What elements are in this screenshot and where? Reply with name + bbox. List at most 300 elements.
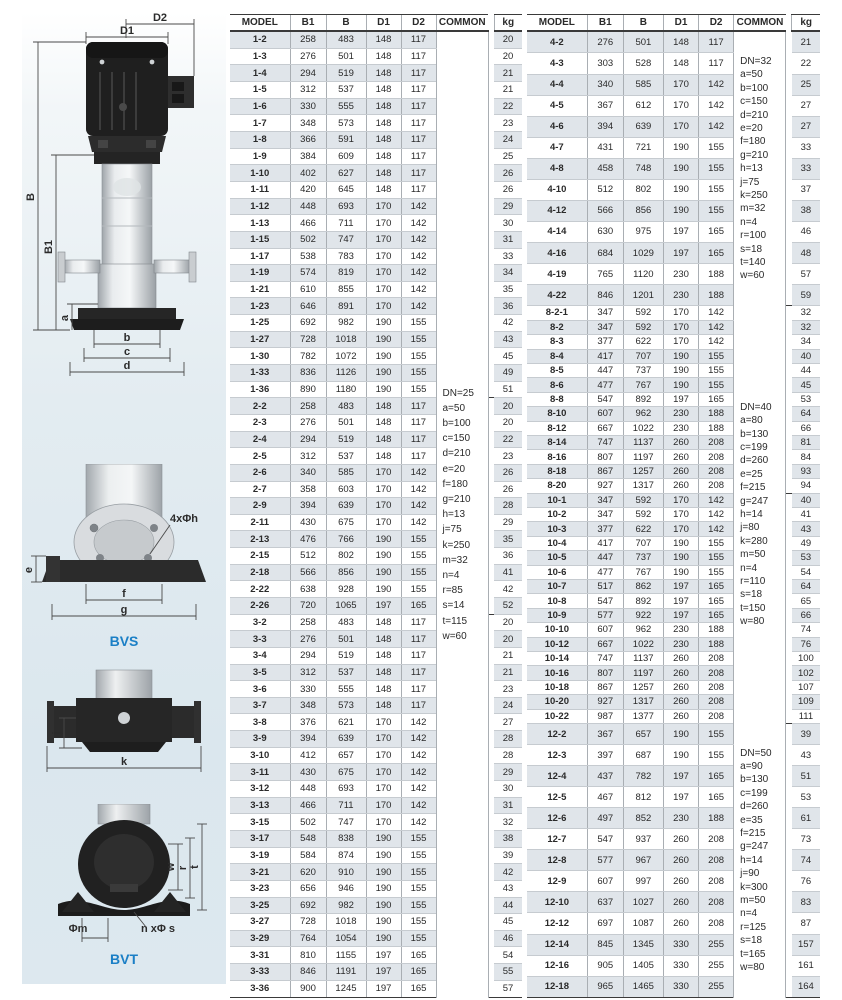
dim-label-d2: D2 <box>152 12 168 24</box>
value-cell: 937 <box>623 829 663 850</box>
value-cell: 197 <box>366 964 401 981</box>
weight-cell: 27 <box>494 714 522 731</box>
model-cell: 12-9 <box>527 871 587 892</box>
weight-cell: 32 <box>494 814 522 831</box>
value-cell: 165 <box>401 980 436 997</box>
dim-label-phi-m: Φm <box>68 923 88 935</box>
model-cell: 4-2 <box>527 31 587 53</box>
value-cell: 747 <box>326 814 366 831</box>
value-cell: 260 <box>663 892 698 913</box>
model-cell: 3-23 <box>230 880 290 897</box>
value-cell: 417 <box>587 536 623 550</box>
common-dimension-line: DN=50 <box>740 747 772 759</box>
value-cell: 519 <box>326 431 366 448</box>
value-cell: 477 <box>587 565 623 579</box>
value-cell: 747 <box>587 652 623 666</box>
value-cell: 170 <box>366 814 401 831</box>
weight-cell: 29 <box>494 514 522 531</box>
value-cell: 148 <box>366 631 401 648</box>
weight-cell: 40 <box>792 493 820 507</box>
value-cell: 117 <box>401 165 436 182</box>
value-cell: 1197 <box>623 450 663 464</box>
value-cell: 547 <box>587 594 623 608</box>
common-dimension-line: s=18 <box>740 589 763 601</box>
value-cell: 697 <box>587 913 623 934</box>
value-cell: 208 <box>699 829 734 850</box>
value-cell: 197 <box>366 597 401 614</box>
value-cell: 117 <box>401 681 436 698</box>
value-cell: 117 <box>401 48 436 65</box>
value-cell: 208 <box>699 892 734 913</box>
common-dimension-line: w=60 <box>442 630 467 642</box>
common-dimension-line: g=210 <box>740 149 769 161</box>
value-cell: 711 <box>326 215 366 232</box>
value-cell: 148 <box>366 148 401 165</box>
model-cell: 8-5 <box>527 363 587 377</box>
value-cell: 190 <box>663 158 698 179</box>
model-cell: 1-7 <box>230 115 290 132</box>
value-cell: 573 <box>326 115 366 132</box>
value-cell: 117 <box>699 31 734 53</box>
pump-drawings-panel <box>22 12 226 984</box>
weight-cell: 51 <box>792 766 820 787</box>
value-cell: 312 <box>290 82 326 99</box>
value-cell: 117 <box>401 697 436 714</box>
value-cell: 537 <box>326 664 366 681</box>
value-cell: 155 <box>699 565 734 579</box>
value-cell: 142 <box>699 493 734 507</box>
value-cell: 412 <box>290 747 326 764</box>
weight-cell: 100 <box>792 652 820 666</box>
value-cell: 188 <box>699 623 734 637</box>
weight-cell: 46 <box>792 221 820 242</box>
value-cell: 155 <box>699 536 734 550</box>
value-cell: 230 <box>663 808 698 829</box>
dim-label-n-x-phi-s: n xΦ s <box>140 923 176 935</box>
weight-cell: 53 <box>792 551 820 565</box>
model-cell: 4-3 <box>527 53 587 74</box>
value-cell: 190 <box>366 880 401 897</box>
value-cell: 312 <box>290 448 326 465</box>
weight-cell: 26 <box>494 181 522 198</box>
value-cell: 148 <box>366 647 401 664</box>
weight-cell: 35 <box>494 281 522 298</box>
value-cell: 170 <box>663 95 698 116</box>
value-cell: 1126 <box>326 365 366 382</box>
weight-cell: 39 <box>792 724 820 745</box>
value-cell: 867 <box>587 680 623 694</box>
value-cell: 165 <box>699 392 734 406</box>
value-cell: 612 <box>623 95 663 116</box>
value-cell: 610 <box>290 281 326 298</box>
value-cell: 142 <box>401 265 436 282</box>
value-cell: 577 <box>587 608 623 622</box>
value-cell: 190 <box>366 847 401 864</box>
weight-cell: 36 <box>494 298 522 315</box>
weight-cell: 161 <box>792 955 820 976</box>
common-dimension-line: a=50 <box>442 402 466 414</box>
column-header-b1: B1 <box>290 15 326 32</box>
value-cell: 190 <box>663 565 698 579</box>
model-cell: 2-7 <box>230 481 290 498</box>
weight-cell: 83 <box>792 892 820 913</box>
value-cell: 537 <box>326 448 366 465</box>
value-cell: 117 <box>401 414 436 431</box>
clamp-view-drawing <box>22 668 226 786</box>
model-cell: 1-12 <box>230 198 290 215</box>
value-cell: 892 <box>623 594 663 608</box>
value-cell: 170 <box>366 265 401 282</box>
value-cell: 260 <box>663 850 698 871</box>
value-cell: 367 <box>587 95 623 116</box>
value-cell: 190 <box>366 581 401 598</box>
weight-cell: 28 <box>494 747 522 764</box>
value-cell: 667 <box>587 637 623 651</box>
model-cell: 4-16 <box>527 243 587 264</box>
value-cell: 547 <box>587 829 623 850</box>
value-cell: 170 <box>663 522 698 536</box>
weight-cell: 64 <box>792 407 820 421</box>
model-cell: 8-3 <box>527 335 587 349</box>
weight-cell: 29 <box>494 764 522 781</box>
value-cell: 170 <box>366 464 401 481</box>
value-cell: 497 <box>587 808 623 829</box>
common-dimension-line: n=4 <box>740 908 758 920</box>
value-cell: 622 <box>623 335 663 349</box>
value-cell: 502 <box>290 814 326 831</box>
weight-cell: 94 <box>792 479 820 493</box>
value-cell: 142 <box>699 306 734 320</box>
model-cell: 10-6 <box>527 565 587 579</box>
value-cell: 548 <box>290 830 326 847</box>
value-cell: 190 <box>663 551 698 565</box>
value-cell: 1257 <box>623 680 663 694</box>
value-cell: 845 <box>587 934 623 955</box>
dim-label-w: w <box>165 862 177 872</box>
common-dimension-line: e=35 <box>740 814 763 826</box>
common-dimension-line: j=80 <box>740 522 760 534</box>
common-dimension-line: DN=25 <box>442 387 474 399</box>
weight-cell: 38 <box>494 830 522 847</box>
value-cell: 476 <box>290 531 326 548</box>
value-cell: 142 <box>401 298 436 315</box>
value-cell: 142 <box>401 498 436 515</box>
value-cell: 905 <box>587 955 623 976</box>
value-cell: 394 <box>290 498 326 515</box>
value-cell: 687 <box>623 745 663 766</box>
value-cell: 517 <box>587 580 623 594</box>
value-cell: 846 <box>587 285 623 306</box>
value-cell: 573 <box>326 697 366 714</box>
value-cell: 190 <box>366 315 401 332</box>
column-header-d1: D1 <box>663 15 698 32</box>
model-cell: 1-36 <box>230 381 290 398</box>
value-cell: 384 <box>290 148 326 165</box>
value-cell: 856 <box>623 200 663 221</box>
value-cell: 1018 <box>326 331 366 348</box>
column-header-b: B <box>623 15 663 32</box>
column-header-common: COMMON <box>734 15 786 32</box>
column-header-b1: B1 <box>587 15 623 32</box>
model-cell: 1-15 <box>230 231 290 248</box>
weight-cell: 111 <box>792 709 820 723</box>
model-cell: 4-8 <box>527 158 587 179</box>
model-cell: 8-8 <box>527 392 587 406</box>
value-cell: 737 <box>623 363 663 377</box>
value-cell: 965 <box>587 976 623 997</box>
model-cell: 3-17 <box>230 830 290 847</box>
value-cell: 637 <box>587 892 623 913</box>
dimension-table-right <box>527 14 820 998</box>
value-cell: 347 <box>587 493 623 507</box>
value-cell: 1317 <box>623 479 663 493</box>
value-cell: 585 <box>623 74 663 95</box>
value-cell: 646 <box>290 298 326 315</box>
common-dimension-line: n=4 <box>740 216 758 228</box>
model-cell: 3-6 <box>230 681 290 698</box>
common-dimension-line: s=14 <box>442 600 465 612</box>
value-cell: 260 <box>663 435 698 449</box>
value-cell: 1029 <box>623 243 663 264</box>
model-cell: 1-11 <box>230 181 290 198</box>
value-cell: 170 <box>663 320 698 334</box>
weight-cell: 59 <box>792 285 820 306</box>
value-cell: 190 <box>366 331 401 348</box>
value-cell: 347 <box>587 507 623 521</box>
model-cell: 10-9 <box>527 608 587 622</box>
common-dimension-line: t=115 <box>442 615 468 627</box>
value-cell: 693 <box>326 781 366 798</box>
value-cell: 430 <box>290 514 326 531</box>
weight-cell: 44 <box>494 897 522 914</box>
value-cell: 170 <box>663 493 698 507</box>
common-dimension-line: s=18 <box>740 935 763 947</box>
weight-cell: 20 <box>494 48 522 65</box>
model-cell: 4-6 <box>527 116 587 137</box>
weight-cell: 65 <box>792 594 820 608</box>
weight-cell: 44 <box>792 363 820 377</box>
model-cell: 10-20 <box>527 695 587 709</box>
value-cell: 747 <box>587 435 623 449</box>
value-cell: 255 <box>699 955 734 976</box>
model-cell: 4-10 <box>527 179 587 200</box>
value-cell: 230 <box>663 637 698 651</box>
value-cell: 466 <box>290 215 326 232</box>
value-cell: 1137 <box>623 435 663 449</box>
value-cell: 155 <box>401 581 436 598</box>
value-cell: 402 <box>290 165 326 182</box>
value-cell: 170 <box>366 747 401 764</box>
value-cell: 693 <box>326 198 366 215</box>
value-cell: 1201 <box>623 285 663 306</box>
model-cell: 12-18 <box>527 976 587 997</box>
value-cell: 448 <box>290 781 326 798</box>
table-row <box>527 31 820 53</box>
weight-cell: 22 <box>494 431 522 448</box>
weight-cell: 33 <box>792 137 820 158</box>
common-dimension-line: d=210 <box>442 448 471 460</box>
value-cell: 377 <box>587 522 623 536</box>
value-cell: 165 <box>699 787 734 808</box>
value-cell: 927 <box>587 479 623 493</box>
value-cell: 538 <box>290 248 326 265</box>
value-cell: 155 <box>699 137 734 158</box>
weight-cell: 43 <box>792 745 820 766</box>
value-cell: 812 <box>623 787 663 808</box>
value-cell: 836 <box>290 365 326 382</box>
weight-cell: 57 <box>494 980 522 997</box>
value-cell: 148 <box>366 115 401 132</box>
weight-cell: 35 <box>494 531 522 548</box>
value-cell: 982 <box>326 897 366 914</box>
model-cell: 10-7 <box>527 580 587 594</box>
model-cell: 10-5 <box>527 551 587 565</box>
value-cell: 142 <box>401 231 436 248</box>
value-cell: 190 <box>366 864 401 881</box>
value-cell: 330 <box>663 976 698 997</box>
value-cell: 483 <box>326 31 366 48</box>
value-cell: 170 <box>663 74 698 95</box>
value-cell: 477 <box>587 378 623 392</box>
model-cell: 8-16 <box>527 450 587 464</box>
value-cell: 501 <box>326 631 366 648</box>
value-cell: 170 <box>366 781 401 798</box>
value-cell: 148 <box>663 31 698 53</box>
value-cell: 501 <box>326 414 366 431</box>
value-cell: 294 <box>290 65 326 82</box>
model-cell: 1-13 <box>230 215 290 232</box>
value-cell: 155 <box>401 864 436 881</box>
value-cell: 783 <box>326 248 366 265</box>
value-cell: 155 <box>699 745 734 766</box>
value-cell: 117 <box>699 53 734 74</box>
value-cell: 155 <box>699 158 734 179</box>
value-cell: 208 <box>699 652 734 666</box>
column-header-kg: kg <box>494 15 522 32</box>
value-cell: 155 <box>699 200 734 221</box>
model-cell: 10-3 <box>527 522 587 536</box>
weight-cell: 164 <box>792 976 820 997</box>
model-cell: 4-19 <box>527 264 587 285</box>
model-cell: 1-27 <box>230 331 290 348</box>
value-cell: 376 <box>290 714 326 731</box>
value-cell: 684 <box>587 243 623 264</box>
common-dimension-line: r=125 <box>740 921 767 933</box>
dim-label-f: f <box>122 588 126 600</box>
common-dimension-line: j=75 <box>442 524 462 536</box>
value-cell: 208 <box>699 850 734 871</box>
value-cell: 502 <box>290 231 326 248</box>
weight-cell: 33 <box>792 158 820 179</box>
weight-cell: 74 <box>792 623 820 637</box>
model-cell: 12-6 <box>527 808 587 829</box>
model-cell: 3-36 <box>230 980 290 997</box>
value-cell: 190 <box>663 724 698 745</box>
value-cell: 603 <box>326 481 366 498</box>
model-cell: 2-26 <box>230 597 290 614</box>
value-cell: 1054 <box>326 930 366 947</box>
value-cell: 117 <box>401 65 436 82</box>
model-cell: 8-2 <box>527 320 587 334</box>
weight-cell: 48 <box>792 243 820 264</box>
value-cell: 765 <box>587 264 623 285</box>
value-cell: 867 <box>587 464 623 478</box>
value-cell: 962 <box>623 407 663 421</box>
value-cell: 437 <box>587 766 623 787</box>
bvs-base-view-drawing <box>22 464 226 654</box>
model-cell: 3-11 <box>230 764 290 781</box>
column-header-model: MODEL <box>230 15 290 32</box>
value-cell: 188 <box>699 808 734 829</box>
model-cell: 2-15 <box>230 548 290 565</box>
value-cell: 276 <box>290 631 326 648</box>
weight-cell: 107 <box>792 680 820 694</box>
model-cell: 1-2 <box>230 31 290 48</box>
model-cell: 3-21 <box>230 864 290 881</box>
weight-cell: 51 <box>494 381 522 398</box>
weight-cell: 109 <box>792 695 820 709</box>
value-cell: 260 <box>663 871 698 892</box>
weight-cell: 23 <box>494 448 522 465</box>
value-cell: 852 <box>623 808 663 829</box>
weight-cell: 66 <box>792 421 820 435</box>
weight-cell: 38 <box>792 200 820 221</box>
model-cell: 12-14 <box>527 934 587 955</box>
value-cell: 1245 <box>326 980 366 997</box>
model-cell: 3-27 <box>230 914 290 931</box>
common-dimension-line: b=100 <box>442 417 471 429</box>
value-cell: 197 <box>366 980 401 997</box>
value-cell: 657 <box>326 747 366 764</box>
weight-cell: 36 <box>494 548 522 565</box>
value-cell: 170 <box>366 481 401 498</box>
model-cell: 2-9 <box>230 498 290 515</box>
common-dimension-line: g=247 <box>740 495 769 507</box>
value-cell: 512 <box>290 548 326 565</box>
column-header-d2: D2 <box>401 15 436 32</box>
value-cell: 1377 <box>623 709 663 723</box>
common-dimension-line: n=4 <box>442 569 460 581</box>
dim-label-e: e <box>23 566 35 574</box>
common-dimension-line: k=280 <box>740 535 768 547</box>
left-table-container <box>230 14 522 998</box>
value-cell: 142 <box>401 747 436 764</box>
value-cell: 260 <box>663 709 698 723</box>
value-cell: 802 <box>623 179 663 200</box>
model-cell: 8-6 <box>527 378 587 392</box>
value-cell: 967 <box>623 850 663 871</box>
value-cell: 190 <box>663 536 698 550</box>
common-dimension-line: DN=32 <box>740 55 772 67</box>
weight-cell: 84 <box>792 450 820 464</box>
value-cell: 155 <box>699 363 734 377</box>
value-cell: 1022 <box>623 421 663 435</box>
common-dimension-line: t=165 <box>740 948 766 960</box>
weight-cell: 43 <box>792 522 820 536</box>
common-dimension-line: s=18 <box>740 243 763 255</box>
model-cell: 3-10 <box>230 747 290 764</box>
weight-cell: 93 <box>792 464 820 478</box>
value-cell: 501 <box>623 31 663 53</box>
value-cell: 170 <box>366 764 401 781</box>
value-cell: 170 <box>366 248 401 265</box>
weight-cell: 43 <box>494 331 522 348</box>
value-cell: 117 <box>401 82 436 99</box>
weight-cell: 22 <box>494 98 522 115</box>
weight-cell: 52 <box>494 597 522 614</box>
value-cell: 748 <box>623 158 663 179</box>
weight-cell: 55 <box>494 964 522 981</box>
